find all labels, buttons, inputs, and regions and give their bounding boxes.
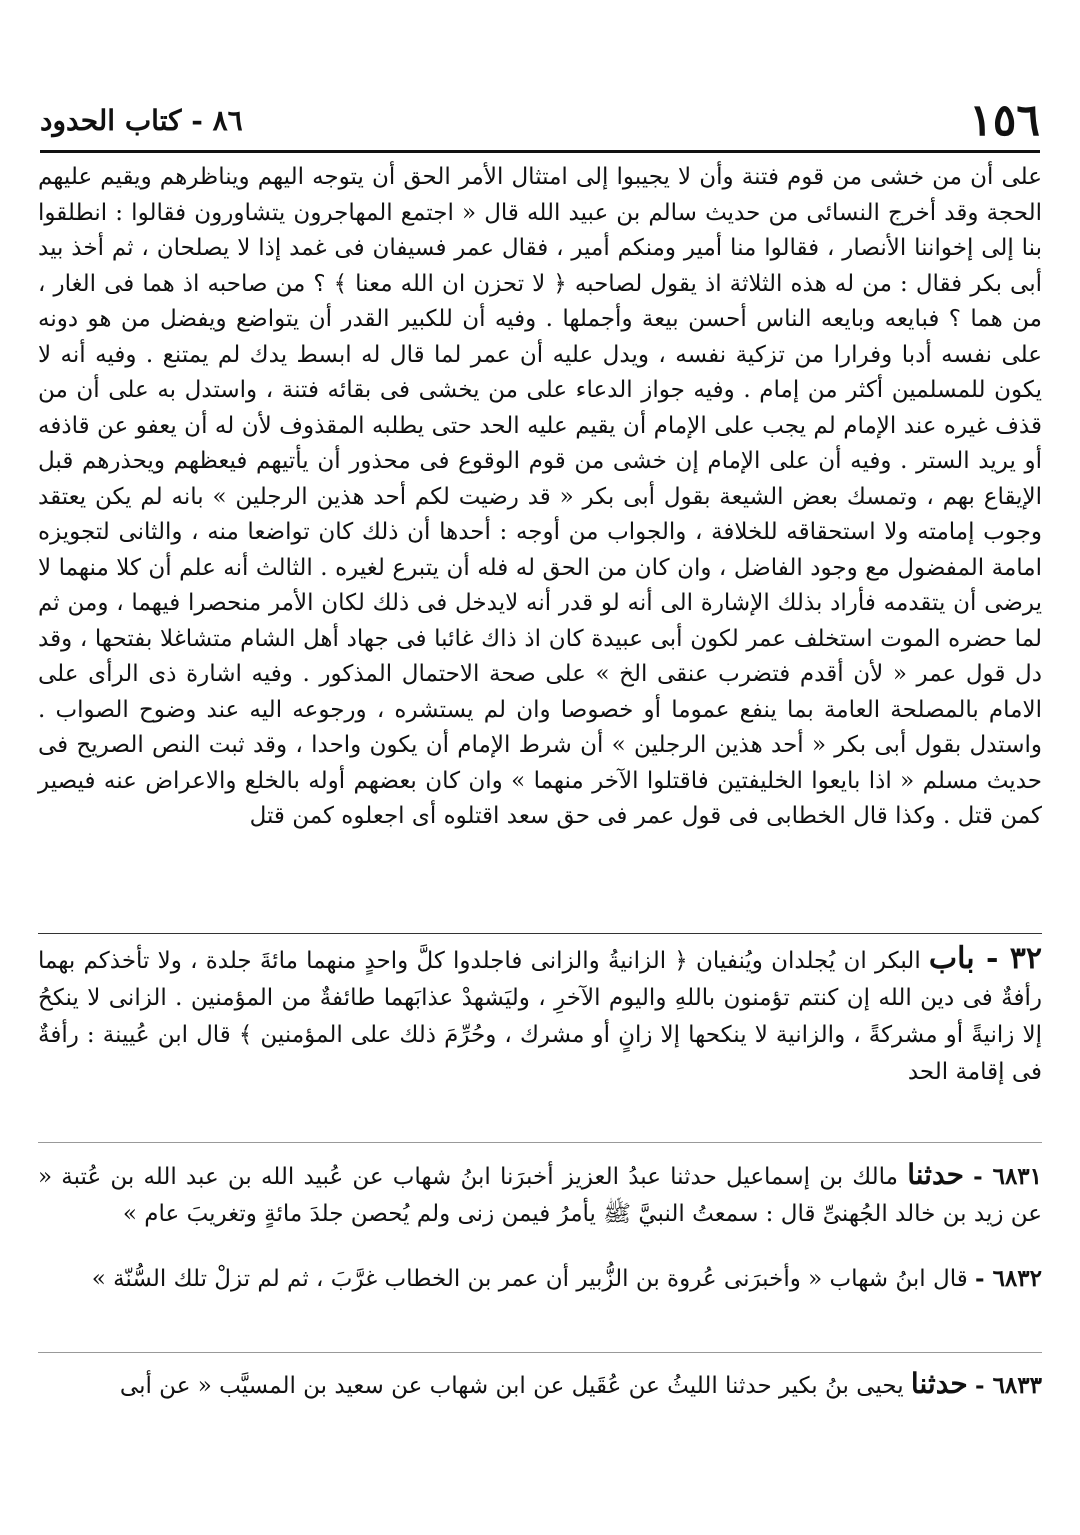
header-rule xyxy=(40,150,1040,153)
running-head: ٨٦ - كتاب الحدود xyxy=(40,104,243,137)
commentary-text: على أن من خشى من قوم فتنة وأن لا يجيبوا إلى امتثال الأمر الحق أن يتوجه اليهم ويناظرهم ويقيم عليهم الحجة وقد أخرج النسائى من حديث سالم بن عبيد الله قال « اجتمع المهاجرون يتشاورون فقالوا : انطلقوا بنا إلى إخواننا الأنصار ، فقالوا منا أمير ومنكم أمير ، فقال عمر فسيفان فى غمد إذا لا يصلحان ، ثم أخذ بيد أبى بكر فقال : من له هذه الثلاثة اذ يقول لصاحبه ﴿ لا تحزن ان الله معنا ﴾ ؟ من صاحبه اذ هما فى الغار ، من هما ؟ فبايعه وبايعه الناس أحسن بيعة وأجملها . وفيه أن للكبير القدر أن يتواضع ويفضل من هو دونه على نفسه أدبا وفرارا من تزكية نفسه ، ويدل عليه أن عمر لما قال له ابسط يدك لم يمتنع . وفيه أنه لا يكون للمسلمين أكثر من إمام . وفيه جواز الدعاء على من يخشى فى بقائه فتنة ، واستدل به على أن من قذف غيره عند الإمام لم يجب على الإمام أن يقيم عليه الحد حتى يطلبه المقذوف لأن له أن يعفو عن قاذفه أو يريد الستر . وفيه أن على الإمام إن خشى من قوم الوقوع فى محذور أن يأتيهم فيعظهم ويحذرهم قبل الإيقاع بهم ، وتمسك بعض الشيعة بقول أبى بكر « قد رضيت لكم أحد هذين الرجلين » بانه لم يكن يعتقد وجوب إمامته ولا استحقاقه للخلافة ، والجواب من أوجه : أحدها أن ذلك كان تواضعا منه ، والثانى لتجويزه امامة المفضول مع وجود الفاضل ، وان كان من الحق له فله أن يتبرع لغيره . الثالث أنه علم أن كلا منهما لا يرضى أن يتقدمه فأراد بذلك الإشارة الى أنه لو قدر أنه لايدخل فى ذلك لكان الأمر منحصرا فيهما ، ومن ثم لما حضره الموت استخلف عمر لكون أبى عبيدة كان اذ ذاك غائبا فى جهاد أهل الشام متشاغلا بفتحها ، وقد دل قول عمر « لأن أقدم فتضرب عنقى الخ » على صحة الاحتمال المذكور . وفيه اشارة ذى الرأى على الامام بالمصلحة العامة بما ينفع عموما أو خصوصا وان لم يستشره ، ورجوعه اليه عند وضوح الصواب . واستدل بقول أبى بكر « أحد هذين الرجلين » أن شرط الإمام أن يكون واحدا ، وقد ثبت النص الصريح فى حديث مسلم « اذا بايعوا الخليفتين فاقتلوا الآخر منهما » وان كان بعضهم أوله بالخلع والاعراض عنه فيصير كمن قتل . وكذا قال الخطابى فى قول عمر فى حق سعد اقتلوه أى اجعلوه كمن قتل xyxy=(38,164,1042,829)
hadith-paragraph xyxy=(38,1365,1042,1405)
hadith-entry xyxy=(38,1156,1042,1233)
hadith-haddatha: حدثنا xyxy=(907,1158,964,1191)
hadith-entry xyxy=(38,1365,1042,1405)
hadith-haddatha: حدثنا xyxy=(910,1367,968,1400)
hadith-text: يحيى بنُ بكير حدثنا الليثُ عن عُقَيل عن ابن شهاب عن سعيد بن المسيَّب « عن أبى xyxy=(119,1373,904,1399)
page-header xyxy=(40,95,1040,147)
hadith-entry xyxy=(38,1260,1042,1298)
chapter-number-title: ٣٢ - باب xyxy=(928,941,1042,976)
chapter-paragraph xyxy=(38,940,1042,1091)
page-number: ١٥٦ xyxy=(969,95,1040,146)
hadith-divider xyxy=(38,1352,1042,1353)
hadith-number: ٦٨٣٢ - xyxy=(975,1265,1042,1292)
hadith-text: قال ابنُ شهاب « وأخبرَنى عُروة بن الزُّبير أن عمر بن الخطاب غرَّبَ ، ثم لم تزلْ تلك السُّنّة » xyxy=(91,1266,968,1292)
chapter-heading-block xyxy=(38,940,1042,1091)
hadith-paragraph xyxy=(38,1260,1042,1298)
section-divider xyxy=(38,933,1042,934)
hadith-number: ٦٨٣٣ - xyxy=(975,1372,1042,1399)
hadith-number: ٦٨٣١ - xyxy=(973,1163,1043,1190)
hadith-divider xyxy=(38,1142,1042,1143)
chapter-text: البكر ان يُجلدان ويُنفيان ﴿ الزانيةُ والزانى فاجلدوا كلَّ واحدٍ منهما مائةَ جلدة ، ولا تأخذكم بهما رأفةٌ فى دين الله إن كنتم تؤمنون باللهِ واليوم الآخرِ ، وليَشهدْ عذابَهما طائفةٌ من المؤمنين . الزانى لا ينكحُ إلا زانيةً أو مشركةً ، والزانية لا ينكحها إلا زانٍ أو مشرك ، وحُرِّمَ ذلك على المؤمنين ﴾ قال ابن عُيينة : رأفةٌ فى إقامة الحد xyxy=(38,948,1042,1085)
hadith-text: مالك بن إسماعيل حدثنا عبدُ العزيز أخبرَنا ابنُ شهاب عن عُبيد الله بن عبد الله بن عُتبة « عن زيد بن خالد الجُهنىِّ قال : سمعتُ النبيَّ ﷺ يأمرُ فيمن زنى ولم يُحصن جلدَ مائةٍ وتغريبَ عام » xyxy=(38,1164,1042,1227)
hadith-paragraph xyxy=(38,1156,1042,1233)
commentary-block xyxy=(38,160,1042,835)
